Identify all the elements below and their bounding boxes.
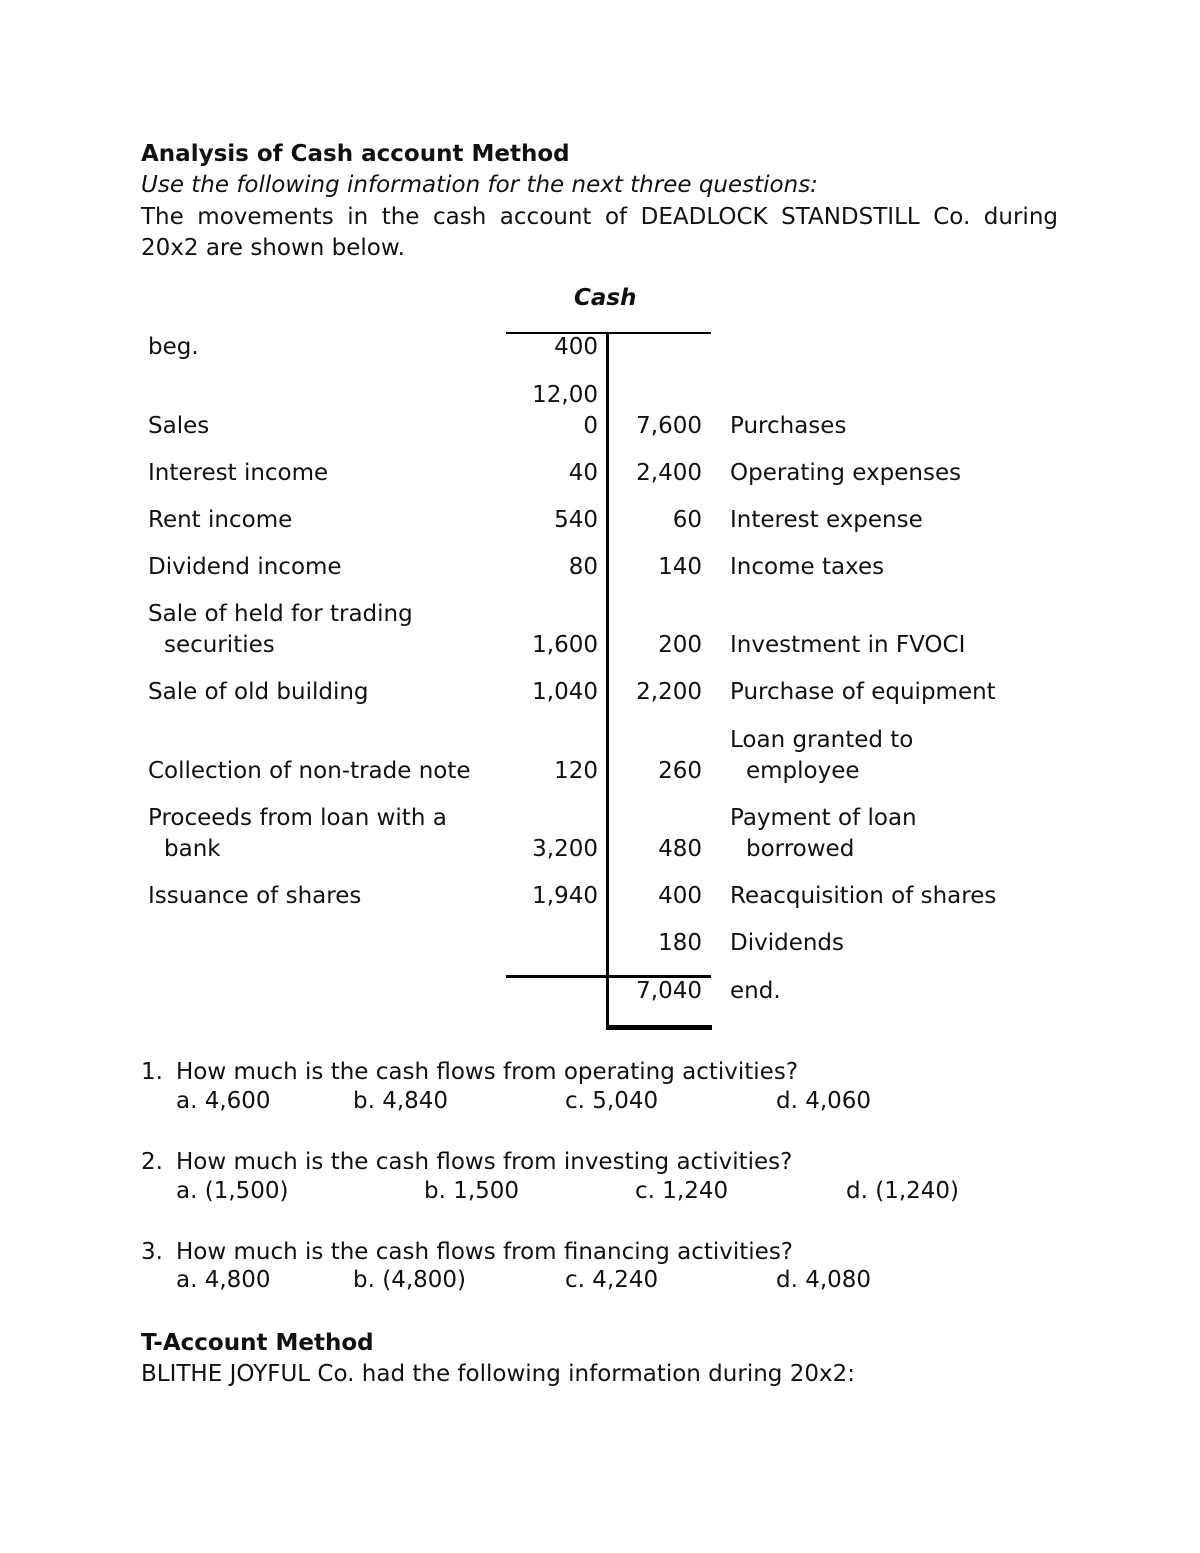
question-number: 1. — [141, 1059, 163, 1085]
option-d: d. 4,080 — [776, 1267, 872, 1293]
ledger-label: Purchases — [730, 413, 847, 439]
ledger-debit: 0 — [583, 413, 598, 439]
ledger-debit: 540 — [554, 507, 598, 533]
ledger-label: beg. — [148, 334, 199, 360]
ledger-label: Interest income — [148, 460, 329, 486]
section-title: Analysis of Cash account Method — [141, 141, 570, 167]
ledger-credit: 260 — [658, 758, 702, 784]
question-number: 3. — [141, 1239, 163, 1265]
option-d: d. (1,240) — [846, 1178, 960, 1204]
ledger-label: Rent income — [148, 507, 293, 533]
option-a: a. 4,600 — [176, 1088, 271, 1114]
option-b: b. 1,500 — [424, 1178, 520, 1204]
option-a: a. (1,500) — [176, 1178, 289, 1204]
t-account-title: Cash — [574, 285, 637, 311]
ledger-debit: 1,600 — [532, 632, 598, 658]
section-intro: BLITHE JOYFUL Co. had the following information during 20x2: — [141, 1361, 855, 1387]
ledger-label: Operating expenses — [730, 460, 962, 486]
ledger-credit: 180 — [658, 930, 702, 956]
ledger-label: Income taxes — [730, 554, 885, 580]
ledger-label: Proceeds from loan with a — [148, 805, 447, 831]
option-c: c. 4,240 — [565, 1267, 659, 1293]
ledger-debit: 120 — [554, 758, 598, 784]
ledger-label: Sale of old building — [148, 679, 369, 705]
ledger-label: Payment of loan — [730, 805, 917, 831]
ledger-label: Loan granted to — [730, 727, 914, 753]
question-text: How much is the cash flows from financing activities? — [176, 1239, 794, 1265]
ledger-debit: 1,040 — [532, 679, 598, 705]
ledger-label: borrowed — [746, 836, 855, 862]
option-c: c. 1,240 — [635, 1178, 729, 1204]
ledger-debit: 1,940 — [532, 883, 598, 909]
ledger-label: Sale of held for trading — [148, 601, 413, 627]
option-b: b. (4,800) — [353, 1267, 467, 1293]
ledger-credit: 7,040 — [636, 978, 702, 1004]
option-c: c. 5,040 — [565, 1088, 659, 1114]
ledger-label: Interest expense — [730, 507, 923, 533]
ledger-debit: 3,200 — [532, 836, 598, 862]
option-d: d. 4,060 — [776, 1088, 872, 1114]
ledger-credit: 480 — [658, 836, 702, 862]
question-text: How much is the cash flows from investing activities? — [176, 1149, 793, 1175]
ledger-label: Reacquisition of shares — [730, 883, 997, 909]
question-number: 2. — [141, 1149, 163, 1175]
ledger-credit: 2,400 — [636, 460, 702, 486]
ledger-label: end. — [730, 978, 781, 1004]
ledger-credit: 2,200 — [636, 679, 702, 705]
ledger-label: Purchase of equipment — [730, 679, 996, 705]
ledger-credit: 7,600 — [636, 413, 702, 439]
ledger-debit: 80 — [568, 554, 598, 580]
instruction-text: Use the following information for the next three questions: — [141, 172, 818, 198]
ledger-label: Sales — [148, 413, 210, 439]
ledger-debit: 400 — [554, 334, 598, 360]
option-a: a. 4,800 — [176, 1267, 271, 1293]
ledger-debit: 40 — [568, 460, 598, 486]
t-account-vertical-rule — [606, 333, 609, 1028]
t-account-double-rule — [606, 1025, 712, 1030]
ledger-label: Collection of non-trade note — [148, 758, 471, 784]
question-text: How much is the cash flows from operating activities? — [176, 1059, 799, 1085]
ledger-label: Issuance of shares — [148, 883, 362, 909]
ledger-label: Dividend income — [148, 554, 342, 580]
ledger-label: employee — [746, 758, 860, 784]
ledger-credit: 400 — [658, 883, 702, 909]
ledger-label: securities — [164, 632, 275, 658]
ledger-credit: 140 — [658, 554, 702, 580]
ledger-label: Investment in FVOCI — [730, 632, 966, 658]
intro-paragraph: The movements in the cash account of DEADLOCK STANDSTILL Co. during 20x2 are shown below. — [141, 204, 1058, 261]
ledger-label: Dividends — [730, 930, 845, 956]
section-title: T-Account Method — [141, 1330, 374, 1356]
ledger-credit: 200 — [658, 632, 702, 658]
ledger-label: bank — [164, 836, 221, 862]
ledger-debit: 12,00 — [532, 382, 598, 408]
option-b: b. 4,840 — [353, 1088, 449, 1114]
ledger-credit: 60 — [672, 507, 702, 533]
